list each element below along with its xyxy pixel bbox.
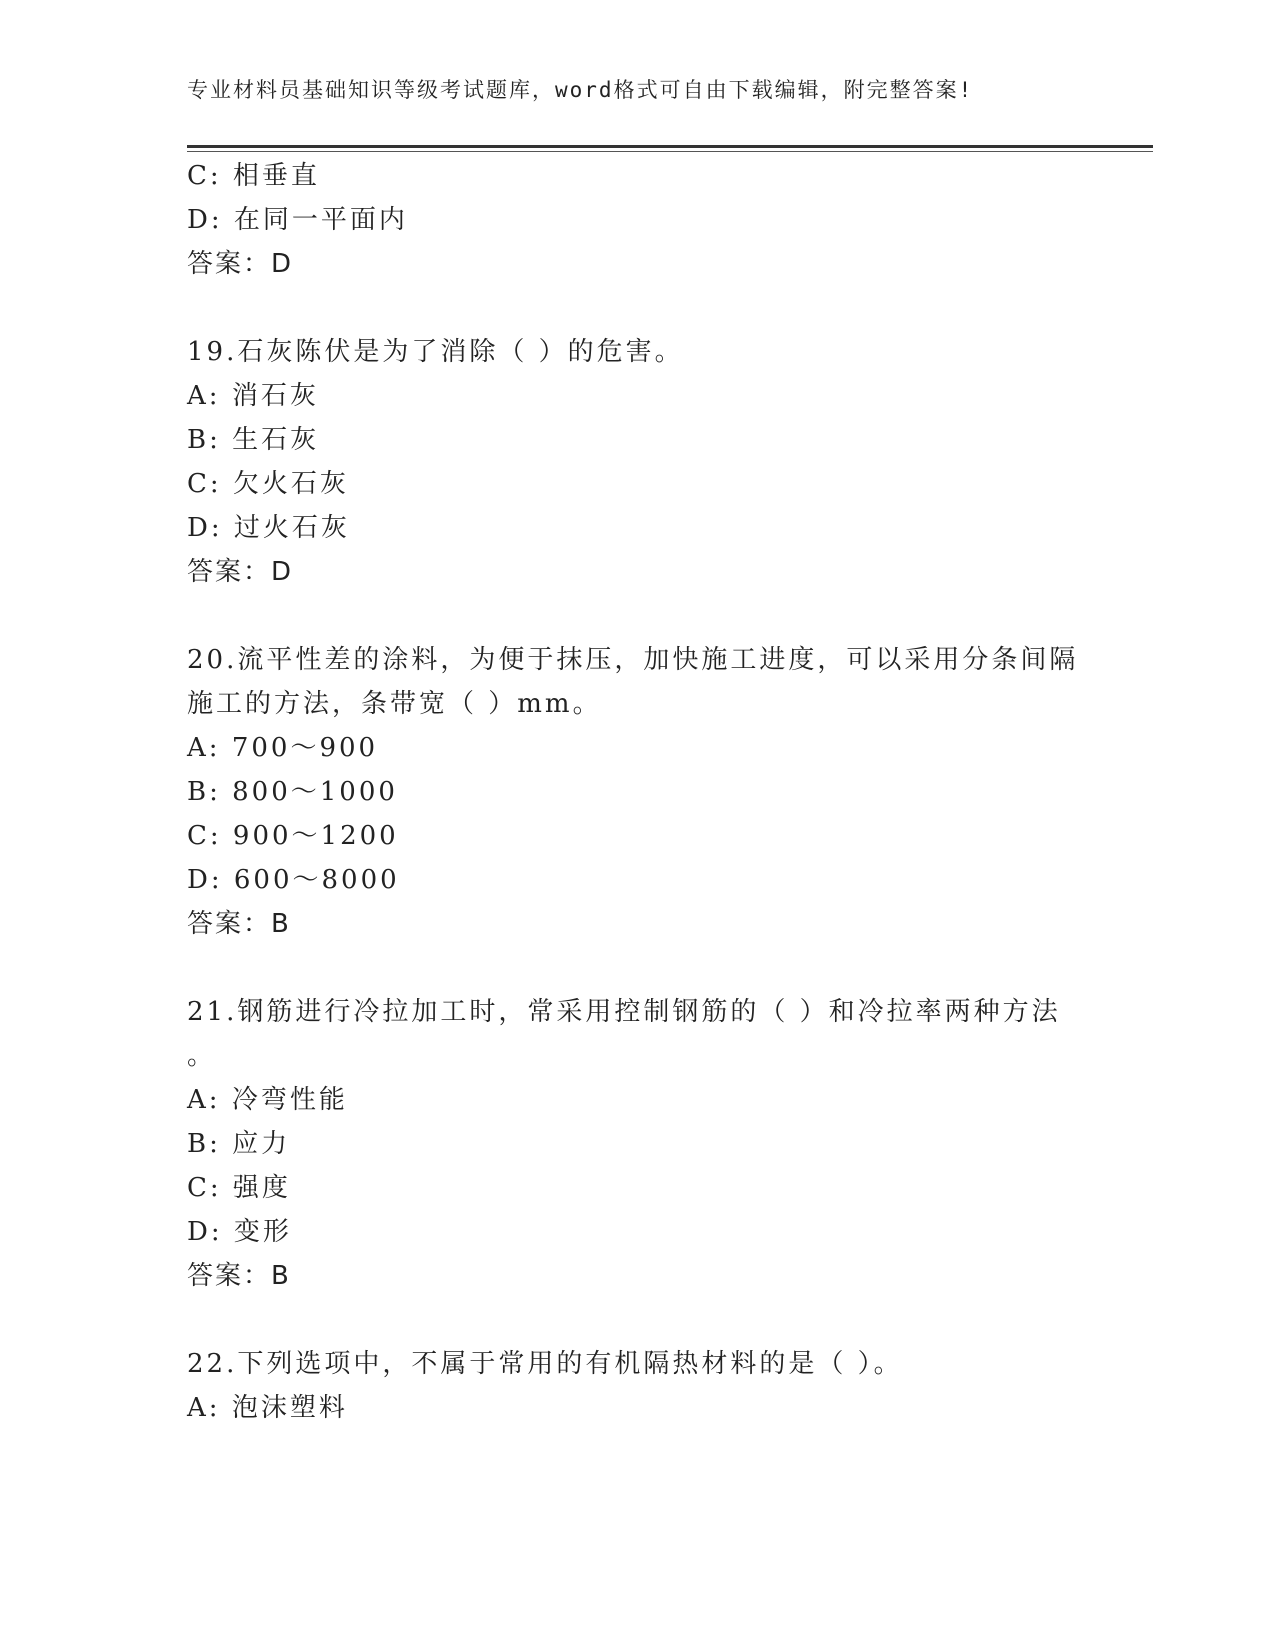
option-text: 强度 xyxy=(232,1173,291,1203)
option-label: B: xyxy=(187,1129,221,1159)
option-label: C: xyxy=(187,821,222,851)
option-text: 应力 xyxy=(232,1129,291,1159)
option-text: 过火石灰 xyxy=(233,513,350,543)
option-b xyxy=(187,777,398,807)
option-c xyxy=(187,1173,291,1203)
question-stem: 19.石灰陈伏是为了消除（ ）的危害。 xyxy=(187,337,684,367)
option-text: 冷弯性能 xyxy=(231,1085,348,1115)
option-text: 欠火石灰 xyxy=(232,469,349,499)
option-c xyxy=(187,469,349,499)
question-stem-continued: 施工的方法，条带宽（ ）mm。 xyxy=(187,689,602,719)
answer-line: 答案：B xyxy=(187,1261,291,1291)
option-c xyxy=(187,161,320,191)
option-text: 变形 xyxy=(233,1217,292,1247)
option-c xyxy=(187,821,399,851)
option-d xyxy=(187,1217,292,1247)
option-label: D: xyxy=(187,1217,223,1247)
option-d xyxy=(187,205,408,235)
header-rule xyxy=(187,145,1153,148)
answer-line: 答案：B xyxy=(187,909,291,939)
option-text: 800～1000 xyxy=(232,777,398,807)
option-label: D: xyxy=(187,205,223,235)
option-b xyxy=(187,1129,290,1159)
answer-line: 答案：D xyxy=(187,249,294,279)
option-label: C: xyxy=(187,1173,222,1203)
option-text: 消石灰 xyxy=(231,381,319,411)
option-text: 900～1200 xyxy=(232,821,399,851)
header-rule-thin xyxy=(187,151,1153,152)
option-label: B: xyxy=(187,777,221,807)
option-text: 相垂直 xyxy=(232,161,320,191)
question-stem-continued: 。 xyxy=(187,1041,217,1071)
option-text: 生石灰 xyxy=(232,425,320,455)
option-d xyxy=(187,865,400,895)
option-label: D: xyxy=(187,865,223,895)
question-stem: 22.下列选项中，不属于常用的有机隔热材料的是（ ）。 xyxy=(187,1349,903,1379)
answer-line: 答案：D xyxy=(187,557,294,587)
option-text: 700～900 xyxy=(231,733,379,763)
option-label: B: xyxy=(187,425,221,455)
option-a xyxy=(187,733,378,763)
question-stem: 21.钢筋进行冷拉加工时，常采用控制钢筋的（ ）和冷拉率两种方法 xyxy=(187,997,1061,1027)
option-a xyxy=(187,381,319,411)
option-text: 600～8000 xyxy=(233,865,400,895)
option-label: C: xyxy=(187,161,222,191)
option-text: 泡沫塑料 xyxy=(231,1393,348,1423)
option-label: A: xyxy=(187,381,221,411)
option-b xyxy=(187,425,319,455)
page-header: 专业材料员基础知识等级考试题库，word格式可自由下载编辑，附完整答案! xyxy=(187,78,974,102)
option-a xyxy=(187,1393,348,1423)
option-a xyxy=(187,1085,348,1115)
option-label: A: xyxy=(187,1393,221,1423)
option-d xyxy=(187,513,350,543)
option-label: A: xyxy=(187,1085,221,1115)
option-text: 在同一平面内 xyxy=(233,205,408,235)
question-stem: 20.流平性差的涂料，为便于抹压，加快施工进度，可以采用分条间隔 xyxy=(187,645,1079,675)
option-label: A: xyxy=(187,733,221,763)
option-label: C: xyxy=(187,469,222,499)
option-label: D: xyxy=(187,513,223,543)
